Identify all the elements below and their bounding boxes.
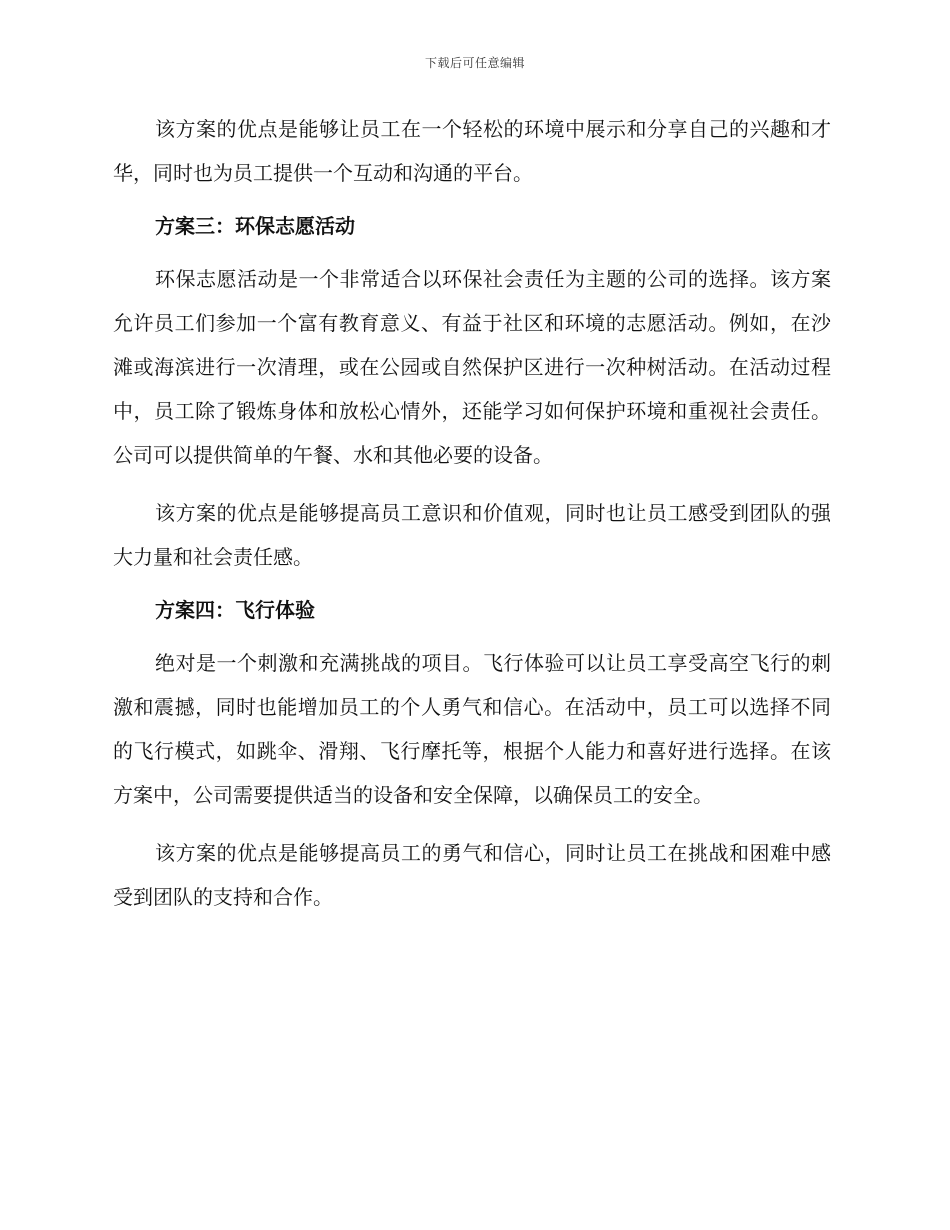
paragraph-eco-advantage: 该方案的优点是能够提高员工意识和价值观，同时也让员工感受到团队的强大力量和社会责任感。 [113,501,831,569]
paragraph-eco-volunteer: 环保志愿活动是一个非常适合以环保社会责任为主题的公司的选择。该方案允许员工们参加一个富有教育意义、有益于社区和环境的志愿活动。例如，在沙滩或海滨进行一次清理，或在公园或自然保护区进行一次种树活动。在活动过程中，员工除了锻炼身体和放松心情外，还能学习如何保护环境和重视社会责任。公司可以提供简单的午餐、水和其他必要的设备。 [113,267,831,467]
paragraph-flight-experience: 绝对是一个刺激和充满挑战的项目。飞行体验可以让员工享受高空飞行的刺激和震撼，同时也能增加员工的个人勇气和信心。在活动中，员工可以选择不同的飞行模式，如跳伞、滑翔、飞行摩托等，根据个人能力和喜好进行选择。在该方案中，公司需要提供适当的设备和安全保障，以确保员工的安全。 [113,651,831,807]
paragraph-flight-advantage: 该方案的优点是能够提高员工的勇气和信心，同时让员工在挑战和困难中感受到团队的支持和合作。 [113,841,831,909]
paragraph-talent-advantage: 该方案的优点是能够让员工在一个轻松的环境中展示和分享自己的兴趣和才华，同时也为员工提供一个互动和沟通的平台。 [113,117,831,185]
document-body [113,107,831,933]
page-header: 下载后可任意编辑 [424,56,525,70]
heading-plan-three: 方案三：环保志愿活动 [155,214,355,238]
heading-plan-four: 方案四：飞行体验 [155,598,315,622]
